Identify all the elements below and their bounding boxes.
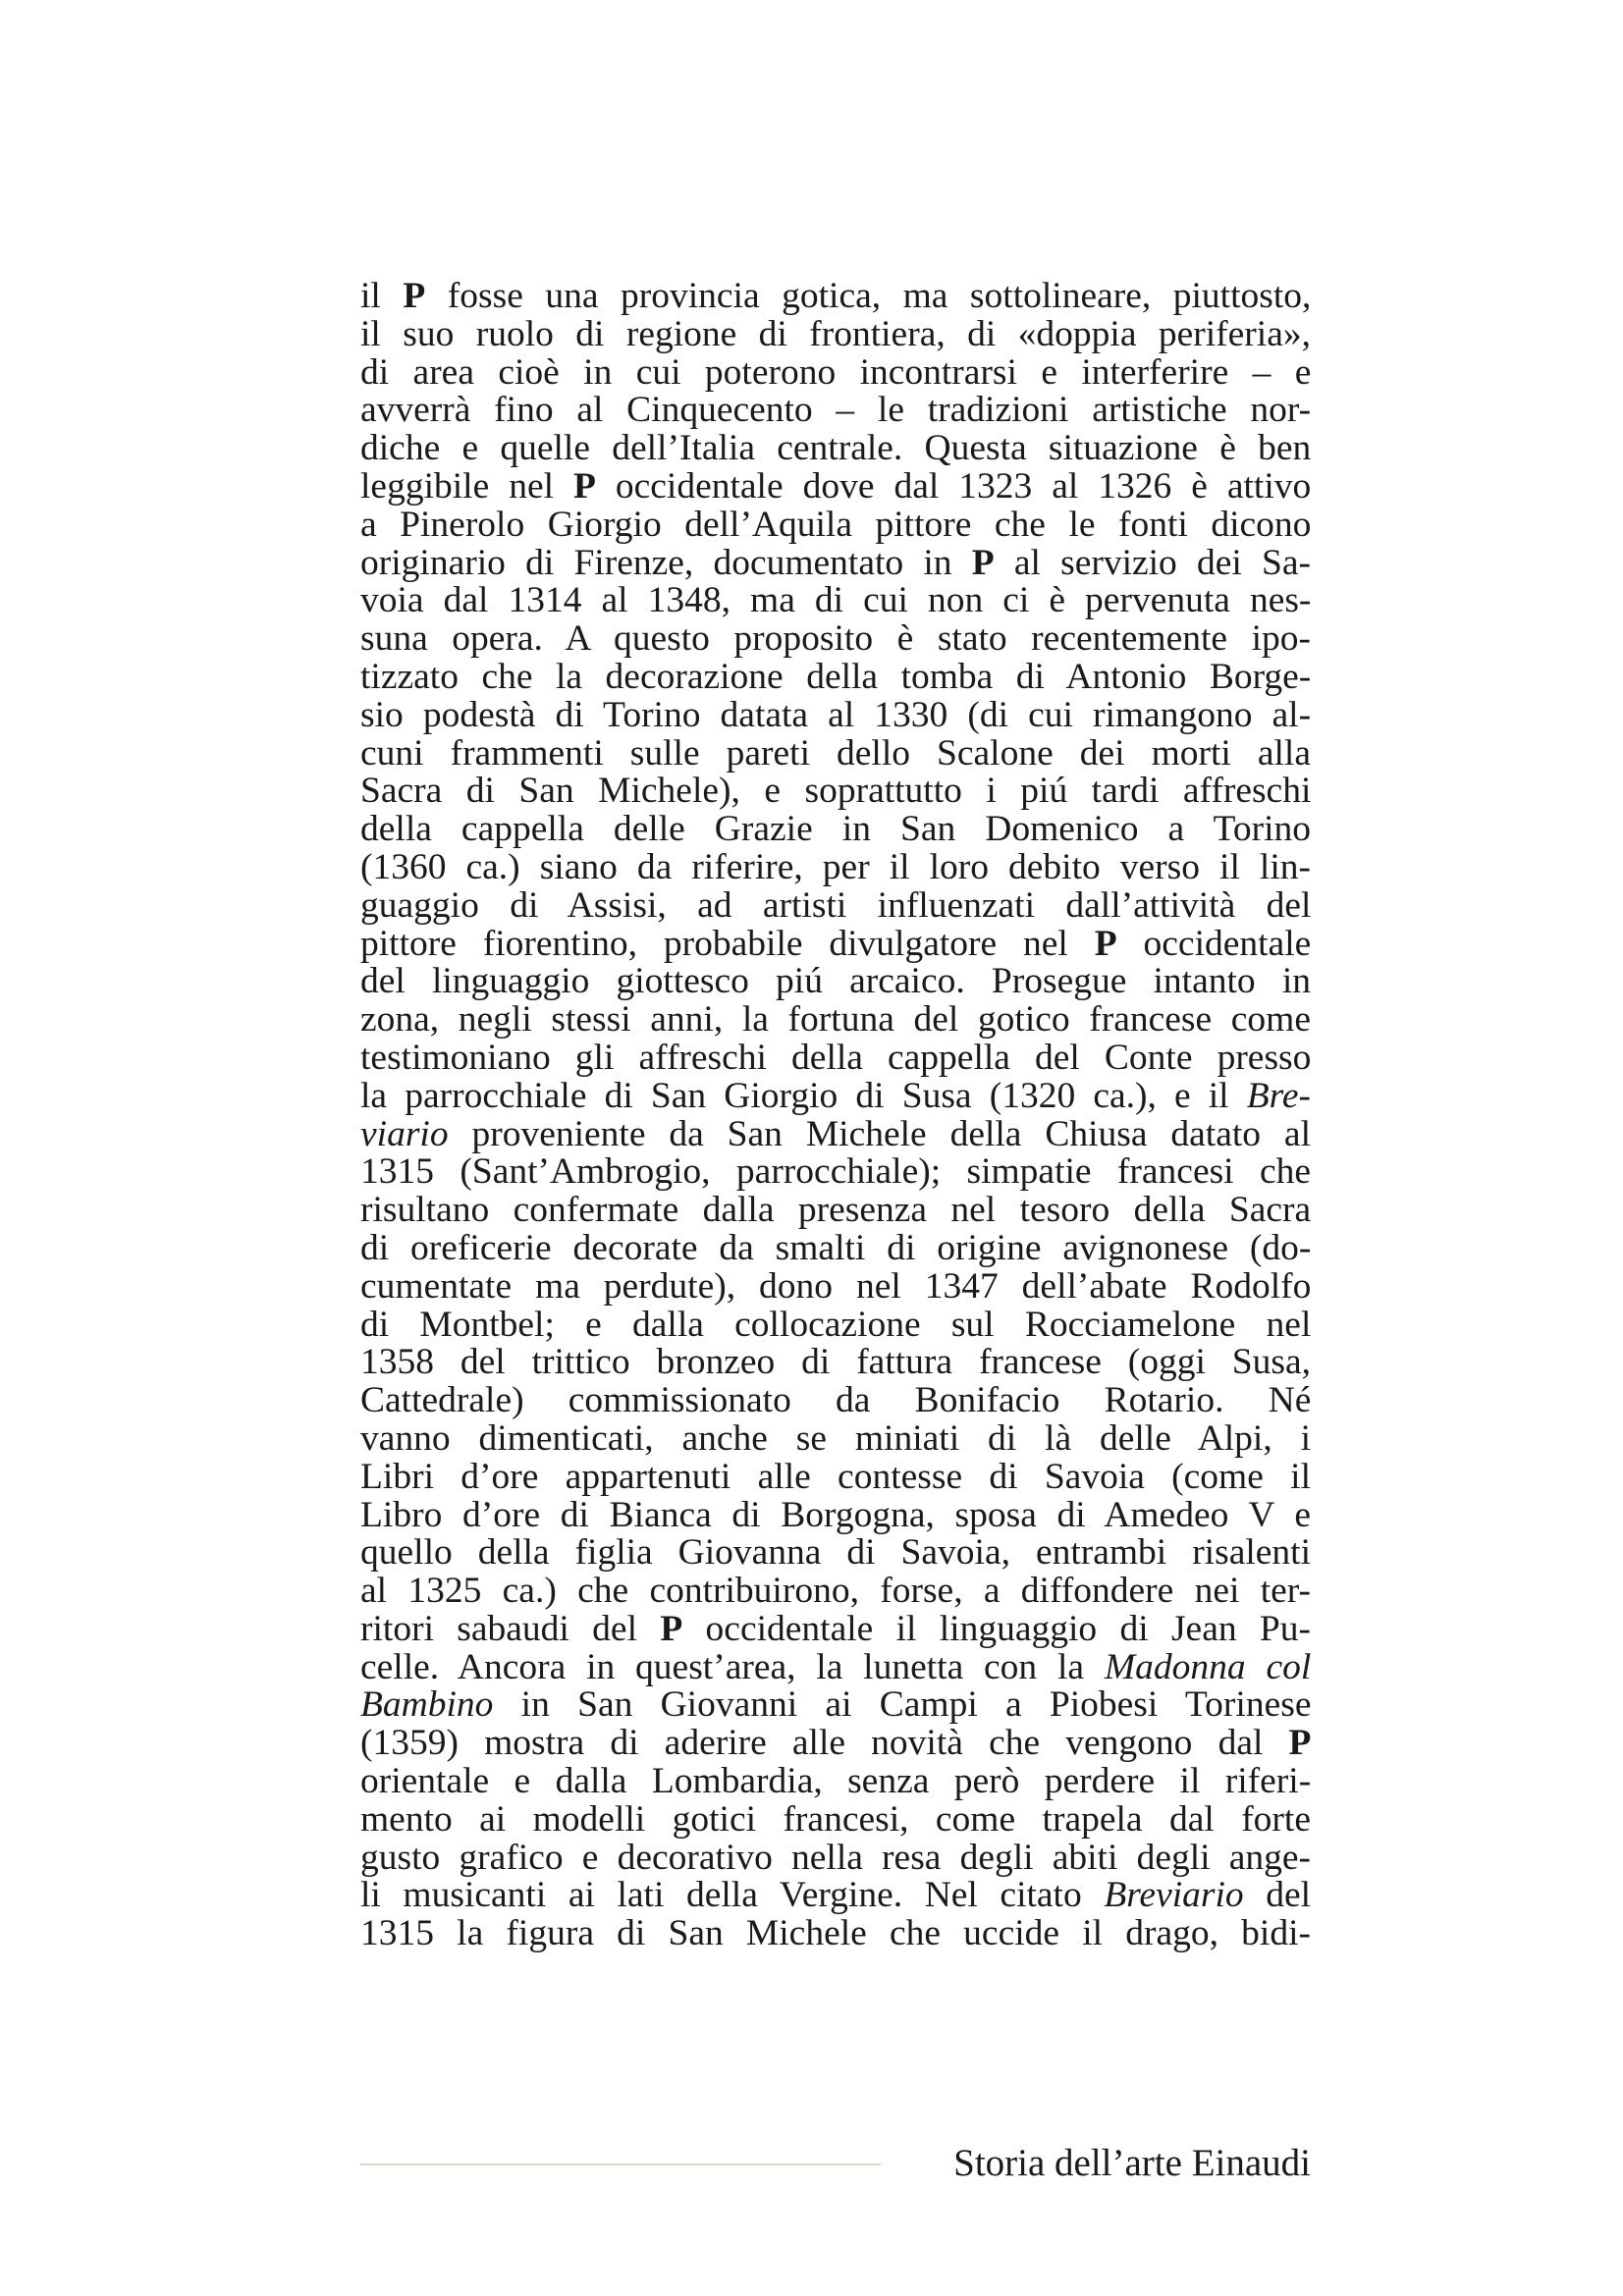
text-line [360, 1840, 1311, 1878]
text-line [360, 1725, 1311, 1763]
text-line [360, 926, 1311, 964]
text-line [360, 468, 1311, 507]
text-segment: voia dal 1314 al 1348, ma di cui non ci è pervenuta nes- [360, 582, 1311, 621]
text-line [360, 1801, 1311, 1840]
text-segment: della cappella delle Grazie in San Domenico a Torino [360, 811, 1311, 849]
text-line [360, 392, 1311, 430]
text-line [360, 659, 1311, 697]
text-line [360, 582, 1311, 620]
text-line [360, 1420, 1311, 1459]
text-line [360, 811, 1311, 849]
text-segment: del linguaggio giottesco piú arcaico. Prosegue intanto in [360, 963, 1311, 1002]
text-line [360, 1153, 1311, 1192]
text-line [360, 1649, 1311, 1687]
text-line [360, 887, 1311, 926]
page-footer [360, 2138, 1311, 2189]
text-segment: diche e quelle dell’Italia centrale. Questa situazione è ben [360, 430, 1311, 468]
text-line [360, 1534, 1311, 1573]
bold-abbreviation: P [660, 1610, 683, 1649]
text-segment: occidentale [1116, 925, 1311, 964]
text-line [360, 545, 1311, 583]
text-segment: di Montbel; e dalla collocazione sul Rocciamelone nel [360, 1306, 1311, 1345]
text-line [360, 278, 1311, 316]
text-segment: quello della figlia Giovanna di Savoia, entrambi risalenti [360, 1534, 1311, 1574]
text-segment: cumentate ma perdute), dono nel 1347 dell’abate Rodolfo [360, 1267, 1311, 1307]
text-line [360, 849, 1311, 887]
text-segment: del [1243, 1877, 1311, 1916]
text-line [360, 1573, 1311, 1611]
text-segment: cuni frammenti sulle pareti dello Scalone dei morti alla [360, 734, 1311, 774]
text-segment: gusto grafico e decorativo nella resa degli abiti degli ange- [360, 1839, 1311, 1878]
text-segment: leggibile nel [360, 467, 573, 507]
text-line [360, 1382, 1311, 1420]
text-segment: pittore fiorentino, probabile divulgatore nel [360, 925, 1095, 964]
text-segment: vanno dimenticati, anche se miniati di là delle Alpi, i [360, 1419, 1311, 1459]
body-text [360, 278, 1311, 1953]
text-segment: testimoniano gli affreschi della cappella del Conte presso [360, 1039, 1311, 1078]
italic-title: Bre- [1246, 1077, 1311, 1116]
text-segment: zona, negli stessi anni, la fortuna del gotico francese come [360, 1001, 1311, 1040]
text-line [360, 773, 1311, 811]
text-line [360, 963, 1311, 1001]
italic-title: Madonna col [1104, 1648, 1311, 1687]
text-segment: 1358 del trittico bronzeo di fattura francese (oggi Susa, [360, 1344, 1311, 1383]
text-line [360, 1611, 1311, 1649]
text-line [360, 507, 1311, 545]
text-line [360, 1307, 1311, 1345]
text-segment: (1359) mostra di aderire alle novità che vengono dal [360, 1725, 1289, 1764]
text-segment: Cattedrale) commissionato da Bonifacio Rotario. Né [360, 1382, 1311, 1420]
text-line [360, 430, 1311, 468]
text-segment: la parrocchiale di San Giorgio di Susa (1320 ca.), e il [360, 1077, 1247, 1116]
text-segment: guaggio di Assisi, ad artisti influenzati dall’attività del [360, 886, 1311, 926]
text-line [360, 1001, 1311, 1040]
text-segment: sio podestà di Torino datata al 1330 (di cui rimangono al- [360, 696, 1311, 735]
bold-abbreviation: P [1288, 1725, 1311, 1764]
text-segment: Sacra di San Michele), e soprattutto i piú tardi affreschi [360, 773, 1311, 812]
text-segment: proveniente da San Michele della Chiusa datato al [448, 1115, 1311, 1154]
text-segment: li musicanti ai lati della Vergine. Nel citato [360, 1877, 1105, 1916]
text-segment: al 1325 ca.) che contribuirono, forse, a diffondere nei ter- [360, 1573, 1311, 1611]
text-segment: avverrà fino al Cinquecento – le tradizioni artistiche nor- [360, 392, 1311, 431]
text-segment: tizzato che la decorazione della tomba di Antonio Borge- [360, 658, 1311, 697]
text-line [360, 1268, 1311, 1307]
text-line [360, 1230, 1311, 1268]
text-segment: mento ai modelli gotici francesi, come trapela dal forte [360, 1800, 1311, 1840]
text-line [360, 1915, 1311, 1953]
text-line [360, 735, 1311, 774]
text-line [360, 1344, 1311, 1382]
bold-abbreviation: P [572, 467, 596, 507]
text-segment: suna opera. A questo proposito è stato recentemente ipo- [360, 620, 1311, 659]
italic-title: Breviario [1104, 1877, 1244, 1916]
text-segment: occidentale il linguaggio di Jean Pu- [682, 1610, 1311, 1649]
text-segment: 1315 la figura di San Michele che uccide il drago, bidi- [360, 1915, 1311, 1954]
text-line [360, 316, 1311, 354]
text-segment: celle. Ancora in quest’area, la lunetta con la [360, 1648, 1105, 1687]
text-line [360, 1040, 1311, 1078]
bold-abbreviation: P [1094, 925, 1117, 964]
text-segment: a Pinerolo Giorgio dell’Aquila pittore che le fonti dicono [360, 506, 1311, 545]
text-line [360, 1877, 1311, 1915]
text-line [360, 1192, 1311, 1230]
text-line [360, 697, 1311, 735]
bold-abbreviation: P [971, 544, 995, 583]
footer-rule [360, 2163, 881, 2165]
text-line [360, 620, 1311, 659]
italic-title: Bambino [360, 1686, 494, 1726]
text-segment: di oreficerie decorate da smalti di origine avignonese (do- [360, 1229, 1311, 1268]
text-segment: (1360 ca.) siano da riferire, per il loro debito verso il lin- [360, 848, 1311, 887]
text-segment: Libro d’ore di Bianca di Borgogna, sposa di Amedeo V e [360, 1496, 1311, 1535]
text-line [360, 1459, 1311, 1497]
text-line [360, 1686, 1311, 1725]
text-line [360, 1078, 1311, 1116]
text-segment: il suo ruolo di regione di frontiera, di «doppia periferia», [360, 315, 1311, 354]
text-segment: in San Giovanni ai Campi a Piobesi Torinese [493, 1686, 1311, 1726]
text-segment: originario di Firenze, documentato in [360, 544, 972, 583]
text-segment: occidentale dove dal 1323 al 1326 è attivo [595, 467, 1311, 507]
text-segment: orientale e dalla Lombardia, senza però perdere il riferi- [360, 1763, 1311, 1801]
text-segment: il [360, 278, 404, 316]
text-segment: fosse una provincia gotica, ma sottolineare, piuttosto, [425, 278, 1311, 316]
text-segment: 1315 (Sant’Ambrogio, parrocchiale); simpatie francesi che [360, 1153, 1311, 1193]
text-segment: risultano confermate dalla presenza nel tesoro della Sacra [360, 1192, 1311, 1230]
footer-title: Storia dell’arte Einaudi [953, 2142, 1311, 2184]
bold-abbreviation: P [403, 278, 426, 316]
text-line [360, 354, 1311, 393]
text-line [360, 1116, 1311, 1154]
text-line [360, 1763, 1311, 1801]
text-segment: di area cioè in cui poterono incontrarsi e interferire – e [360, 353, 1311, 393]
italic-title: viario [360, 1115, 449, 1154]
text-line [360, 1497, 1311, 1535]
text-segment: ritori sabaudi del [360, 1610, 661, 1649]
text-segment: Libri d’ore appartenuti alle contesse di Savoia (come il [360, 1458, 1311, 1497]
text-segment: al servizio dei Sa- [994, 544, 1311, 583]
